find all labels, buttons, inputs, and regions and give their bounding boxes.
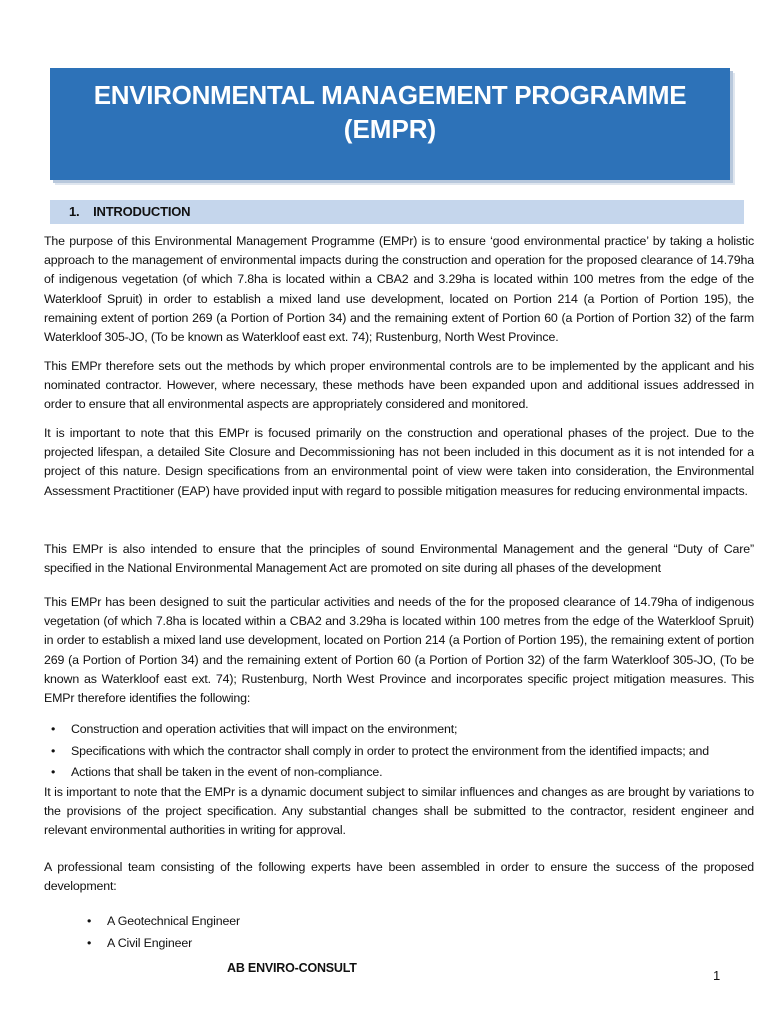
experts-list xyxy=(80,911,770,954)
paragraph-professional-team: A professional team consisting of the following experts have been assembled in order to ensure the success of the proposed development: xyxy=(44,860,754,894)
list-item: • A Civil Engineer xyxy=(80,933,770,955)
list-item: • Construction and operation activities that will impact on the environment; xyxy=(44,719,754,741)
bullet-icon: • xyxy=(87,914,92,928)
paragraph-dynamic-document: It is important to note that the EMPr is a dynamic document subject to similar influences and changes as are brought by variations to the provisions of the project specification. Any substantial changes shall be submitted to the contractor, resident engineer and relevant environmental authorities in writing for approval. xyxy=(44,785,754,838)
section-heading: 1. INTRODUCTION xyxy=(69,204,191,219)
paragraph-duty-of-care: This EMPr is also intended to ensure that the principles of sound Environmental Management and the general “Duty of Care” specified in the National Environmental Management Act are promoted on site during all phases of the development xyxy=(44,542,754,576)
bullet-icon: • xyxy=(51,722,56,736)
document-subtitle: (EMPR) xyxy=(343,114,437,144)
list-item: • A Geotechnical Engineer xyxy=(80,911,770,933)
title-banner xyxy=(50,68,730,180)
list-item: • Specifications with which the contractor shall comply in order to protect the environment from the identified impacts; and xyxy=(44,741,754,763)
paragraph-design: This EMPr has been designed to suit the particular activities and needs of the for the proposed clearance of 14.79ha of indigenous vegetation (of which 7.8ha is located within a CBA2 and 3.29ha is located within 100 metres from the edge of the Waterkloof Spruit) in order to establish a mixed land use development, located on Portion 214 (a Portion of Portion 195), the remaining extent of portion 269 (a Portion of Portion 34) and the remaining extent of Portion 60 (a Portion of Portion 32) of the farm Waterkloof 305-JO, (To be known as Waterkloof east ext. 74); Rustenburg, North West Province and incorporates specific project mitigation measures. This EMPr therefore identifies the following: xyxy=(44,595,754,706)
document-title: ENVIRONMENTAL MANAGEMENT PROGRAMME xyxy=(93,80,687,110)
paragraph-methods: This EMPr therefore sets out the methods by which proper environmental controls are to be implemented by the applicant and his nominated contractor. However, where necessary, these methods have been expanded upon and additional issues addressed in order to ensure that all environmental aspects are appropriately considered and monitored. xyxy=(44,359,754,412)
bullet-icon: • xyxy=(51,765,56,779)
bullet-icon: • xyxy=(51,743,56,758)
section-heading-bar xyxy=(50,200,744,224)
page-number: 1 xyxy=(713,968,721,983)
paragraph-purpose: The purpose of this Environmental Management Programme (EMPr) is to ensure ‘good environmental practice’ by taking a holistic approach to the management of environmental impacts during the construction and operation for the proposed clearance of 14.79ha of indigenous vegetation (of which 7.8ha is located within a CBA2 and 3.29ha is located within 100 metres from the edge of the Waterkloof Spruit) in order to establish a mixed land use development, located on Portion 214 (a Portion of Portion 195), the remaining extent of portion 269 (a Portion of Portion 34) and the remaining extent of Portion 60 (a Portion of Portion 32) of the farm Waterkloof 305-JO, (To be known as Waterkloof east ext. 74); Rustenburg, North West Province. xyxy=(44,234,754,345)
footer-company: AB ENVIRO-CONSULT xyxy=(227,961,357,975)
paragraph-phases: It is important to note that this EMPr is focused primarily on the construction and operational phases of the project. Due to the projected lifespan, a detailed Site Closure and Decommissioning has not been included in this document as it is not intended for a project of this nature. Design specifications from an environmental point of view were taken into consideration, the Environmental Assessment Practitioner (EAP) have provided input with regard to possible mitigation measures for reducing environmental impacts. xyxy=(44,426,754,498)
bullet-icon: • xyxy=(87,935,92,950)
identified-items-list xyxy=(44,719,754,784)
list-item: • Actions that shall be taken in the event of non-compliance. xyxy=(44,762,754,784)
